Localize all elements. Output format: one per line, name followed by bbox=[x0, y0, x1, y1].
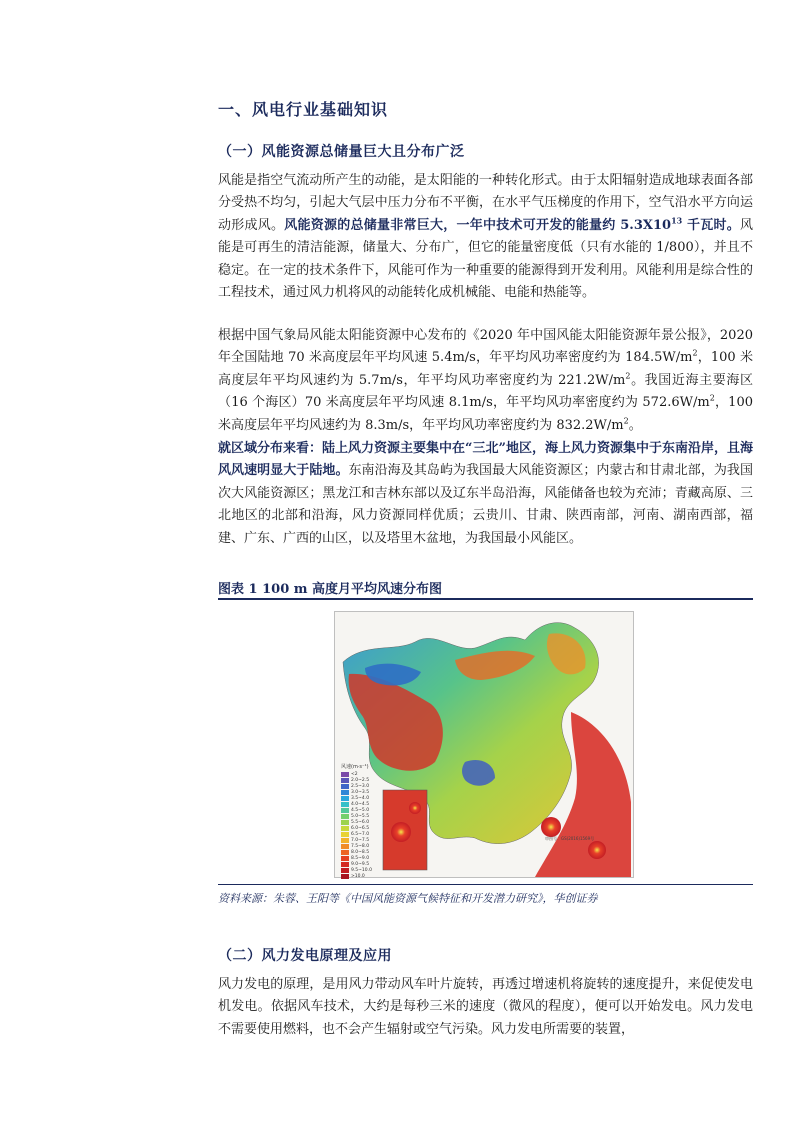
legend-swatch bbox=[341, 862, 349, 867]
superscript: 2 bbox=[625, 371, 631, 381]
paragraph-regional-distribution bbox=[218, 438, 753, 550]
legend-swatch bbox=[341, 856, 349, 861]
figure-bottom-rule bbox=[218, 884, 753, 885]
superscript: 2 bbox=[692, 349, 698, 359]
legend-swatch bbox=[341, 838, 349, 843]
legend-label: 8.5~9.0 bbox=[351, 855, 370, 861]
legend-label: >10.0 bbox=[351, 873, 365, 879]
legend-label: 5.0~5.5 bbox=[351, 813, 370, 819]
map-legend bbox=[341, 763, 381, 879]
paragraph-text: 东南沿海及其岛屿为我国最大风能资源区；内蒙古和甘肃北部，为我国次大风能资源区；黑龙江和吉林东部以及辽东半岛沿海，风能储备也较为充沛；青藏高原、三北地区的北部和沿海，风力资源同样优质；云贵川、甘肃、陕西南部，河南、湖南西部，福建、广东、广西的山区，以及塔里木盆地，为我国最小风能区。 bbox=[218, 463, 753, 546]
bold-text: 千瓦时。 bbox=[682, 217, 740, 233]
legend-swatch bbox=[341, 820, 349, 825]
legend-swatch bbox=[341, 814, 349, 819]
legend-swatch bbox=[341, 832, 349, 837]
legend-swatch bbox=[341, 772, 349, 777]
legend-swatch bbox=[341, 826, 349, 831]
legend-label: 5.5~6.0 bbox=[351, 819, 370, 825]
legend-swatch bbox=[341, 850, 349, 855]
legend-item bbox=[341, 873, 381, 879]
subsection-title-1: （一）风能资源总储量巨大且分布广泛 bbox=[218, 144, 465, 160]
superscript: 13 bbox=[671, 215, 683, 226]
legend-swatch bbox=[341, 784, 349, 789]
figure-top-rule bbox=[218, 598, 753, 600]
legend-label: 7.0~7.5 bbox=[351, 837, 370, 843]
legend-label: 7.5~8.0 bbox=[351, 843, 370, 849]
inset-hotspot bbox=[391, 822, 411, 842]
figure-title: 图表 1 100 m 高度月平均风速分布图 bbox=[218, 582, 443, 597]
taiwan-strait-hotspot bbox=[541, 817, 561, 837]
legend-swatch bbox=[341, 802, 349, 807]
bold-text: 风能资源的总储量非常巨大，一年中技术可开发的能量约 5.3X10 bbox=[284, 217, 672, 233]
legend-label: 3.5~4.0 bbox=[351, 795, 370, 801]
superscript: 2 bbox=[623, 416, 629, 426]
paragraph-text: 风能是可再生的清洁能源，储量大、分布广，但它的能量密度低（只有水能的 1/800），并且不稳定。在一定的技术条件下，风能可作为一种重要的能源得到开发利用。风能利用是综合性的工程技术，通过风力机将风的动能转化成机械能、电能和热能等。 bbox=[218, 217, 753, 301]
paragraph-text: 。我国近海主要海区（16 个海区）70 米高度层年平均风速 8.1m/s，年平均风功率密度约为 572.6W/m bbox=[218, 372, 753, 411]
legend-swatch bbox=[341, 844, 349, 849]
figure-source: 资料来源：朱蓉、王阳等《中国风能资源气候特征和开发潜力研究》，华创证券 bbox=[218, 892, 598, 905]
section-title: 一、风电行业基础知识 bbox=[218, 100, 389, 119]
legend-label: 6.0~6.5 bbox=[351, 825, 370, 831]
paragraph-text: ，100 米高度层年平均风速约为 8.3m/s，年平均风功率密度约为 832.2W/m bbox=[218, 395, 753, 433]
legend-label: 2.5~3.0 bbox=[351, 783, 370, 789]
paragraph-2020-report bbox=[218, 325, 753, 437]
legend-swatch bbox=[341, 868, 349, 873]
legend-label: 6.5~7.0 bbox=[351, 831, 370, 837]
legend-label: 9.0~9.5 bbox=[351, 861, 370, 867]
legend-label: 2.0~2.5 bbox=[351, 777, 370, 783]
legend-label: 9.5~10.0 bbox=[351, 867, 372, 873]
legend-rows bbox=[341, 771, 381, 879]
legend-swatch bbox=[341, 790, 349, 795]
legend-swatch bbox=[341, 808, 349, 813]
inset-hotspot bbox=[409, 802, 421, 814]
legend-label: <2 bbox=[351, 771, 358, 777]
bold-text: 就区域分布来看：陆上风力资源主要集中在“三北”地区，海上风力资源集中于东南沿岸，且海风风速明显大于陆地。 bbox=[218, 441, 753, 479]
legend-swatch bbox=[341, 874, 349, 879]
paragraph-wind-power-principle: 风力发电的原理，是用风力带动风车叶片旋转，再透过增速机将旋转的速度提升，来促使发电机发电。依据风车技术，大约是每秒三米的速度（微风的程度），便可以开始发电。风力发电不需要使用燃料，也不会产生辐射或空气污染。风力发电所需要的装置， bbox=[218, 977, 753, 1037]
legend-title: 风速(m·s⁻¹) bbox=[341, 764, 369, 770]
subsection-title-2: （二）风力发电原理及应用 bbox=[218, 948, 392, 964]
legend-swatch bbox=[341, 778, 349, 783]
paragraph-text: 。 bbox=[628, 417, 642, 433]
legend-label: 8.0~8.5 bbox=[351, 849, 370, 855]
map-approval-note: 审图号：GS(2016)1569号 bbox=[545, 836, 595, 841]
legend-label: 4.5~5.0 bbox=[351, 807, 370, 813]
paragraph-text: ，100 米高度层年平均风速约为 5.7m/s，年平均风功率密度约为 221.2W/m bbox=[218, 350, 753, 388]
legend-swatch bbox=[341, 796, 349, 801]
offshore-hotspot bbox=[588, 841, 606, 859]
legend-label: 4.0~4.5 bbox=[351, 801, 370, 807]
paragraph-wind-energy-intro bbox=[218, 170, 753, 304]
legend-label: 3.0~3.5 bbox=[351, 789, 370, 795]
paragraph-text: 根据中国气象局风能太阳能资源中心发布的《2020 年中国风能太阳能资源年景公报》，2020 年全国陆地 70 米高度层年平均风速 5.4m/s，年平均风功率密度约为 184.5W/m bbox=[218, 328, 753, 366]
superscript: 2 bbox=[709, 393, 715, 403]
paragraph-text: 风能是指空气流动所产生的动能，是太阳能的一种转化形式。由于太阳辐射造成地球表面各部分受热不均匀，引起大气层中压力分布不平衡，在水平气压梯度的作用下，空气沿水平方向运动形成风。 bbox=[218, 173, 753, 233]
